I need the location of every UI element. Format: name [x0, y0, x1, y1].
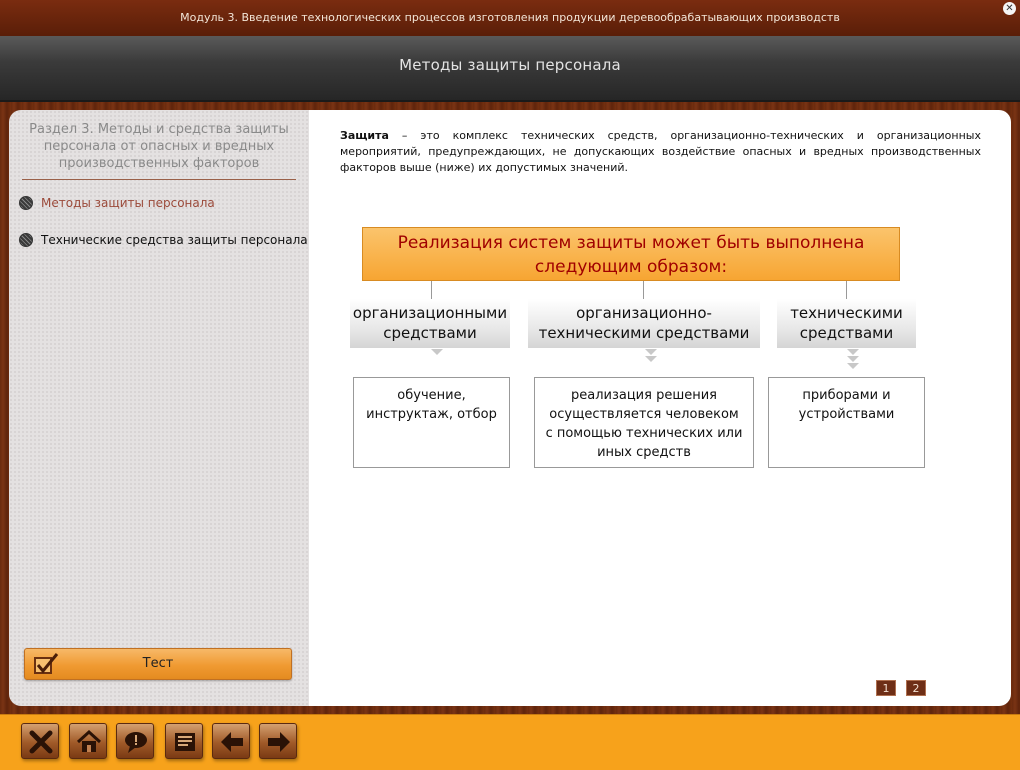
forward-icon	[266, 729, 292, 755]
home-icon	[76, 729, 102, 755]
arrow-down-icon	[847, 363, 859, 369]
category-technical: техническими средствами	[777, 299, 916, 348]
bullet-icon	[19, 233, 33, 247]
sidebar-item-label: Технические средства защиты персонала	[41, 233, 308, 247]
divider	[22, 179, 296, 180]
diagram-banner: Реализация систем защиты может быть выполнена следующим образом:	[362, 227, 900, 281]
category-org-technical: организационно-техническими средствами	[528, 299, 760, 348]
glossary-icon	[172, 729, 198, 755]
page-header	[0, 36, 1020, 102]
page-button-1[interactable]: 1	[876, 680, 896, 696]
arrow-down-icon	[645, 356, 657, 362]
section-title: Раздел 3. Методы и средства защиты персонала от опасных и вредных производственных факторов	[29, 122, 289, 171]
test-button[interactable]	[24, 648, 292, 680]
close-icon	[28, 729, 54, 755]
arrow-down-icon	[847, 356, 859, 362]
connector-line	[643, 281, 644, 299]
window-title: Модуль 3. Введение технологических процессов изготовления продукции деревообрабатывающих производств	[180, 11, 840, 24]
sidebar-item-methods[interactable]	[19, 196, 215, 210]
window-titlebar	[0, 0, 1020, 36]
definition-paragraph	[340, 128, 981, 176]
definition-text: – это комплекс технических средств, организационно-технических и организационных мероприятий, предупреждающих, не допускающих воздействие опасных и вредных производственных факторов выше (ниже) их допустимых значений.	[340, 129, 981, 174]
test-button-label: Тест	[142, 656, 174, 671]
content-panel	[309, 110, 1011, 706]
back-button[interactable]	[212, 723, 250, 759]
sidebar-item-label: Методы защиты персонала	[41, 196, 215, 210]
description-box-technical: приборами и устройствами	[768, 377, 925, 468]
connector-line	[431, 281, 432, 299]
glossary-button[interactable]	[165, 723, 203, 759]
forward-button[interactable]	[259, 723, 297, 759]
description-box-organizational: обучение, инструктаж, отбор	[353, 377, 510, 468]
connector-line	[846, 281, 847, 299]
sidebar-item-technical[interactable]	[19, 233, 308, 247]
bottom-toolbar	[0, 714, 1020, 770]
back-icon	[219, 729, 245, 755]
arrow-down-icon	[431, 349, 443, 355]
description-box-org-technical: реализация решения осуществляется человеком с помощью технических или иных средств	[534, 377, 754, 468]
home-button[interactable]	[69, 723, 107, 759]
sidebar	[9, 110, 309, 706]
category-organizational: организационными средствами	[350, 299, 510, 348]
page-title: Методы защиты персонала	[399, 56, 621, 74]
comment-icon	[123, 729, 149, 755]
bullet-icon	[19, 196, 33, 210]
exit-button[interactable]	[21, 723, 59, 759]
definition-term: Защита	[340, 129, 389, 142]
arrow-down-icon	[847, 349, 859, 355]
arrow-down-icon	[645, 349, 657, 355]
window-close-icon[interactable]: ✕	[1003, 2, 1016, 15]
page-button-2[interactable]: 2	[906, 680, 926, 696]
comment-button[interactable]	[116, 723, 154, 759]
